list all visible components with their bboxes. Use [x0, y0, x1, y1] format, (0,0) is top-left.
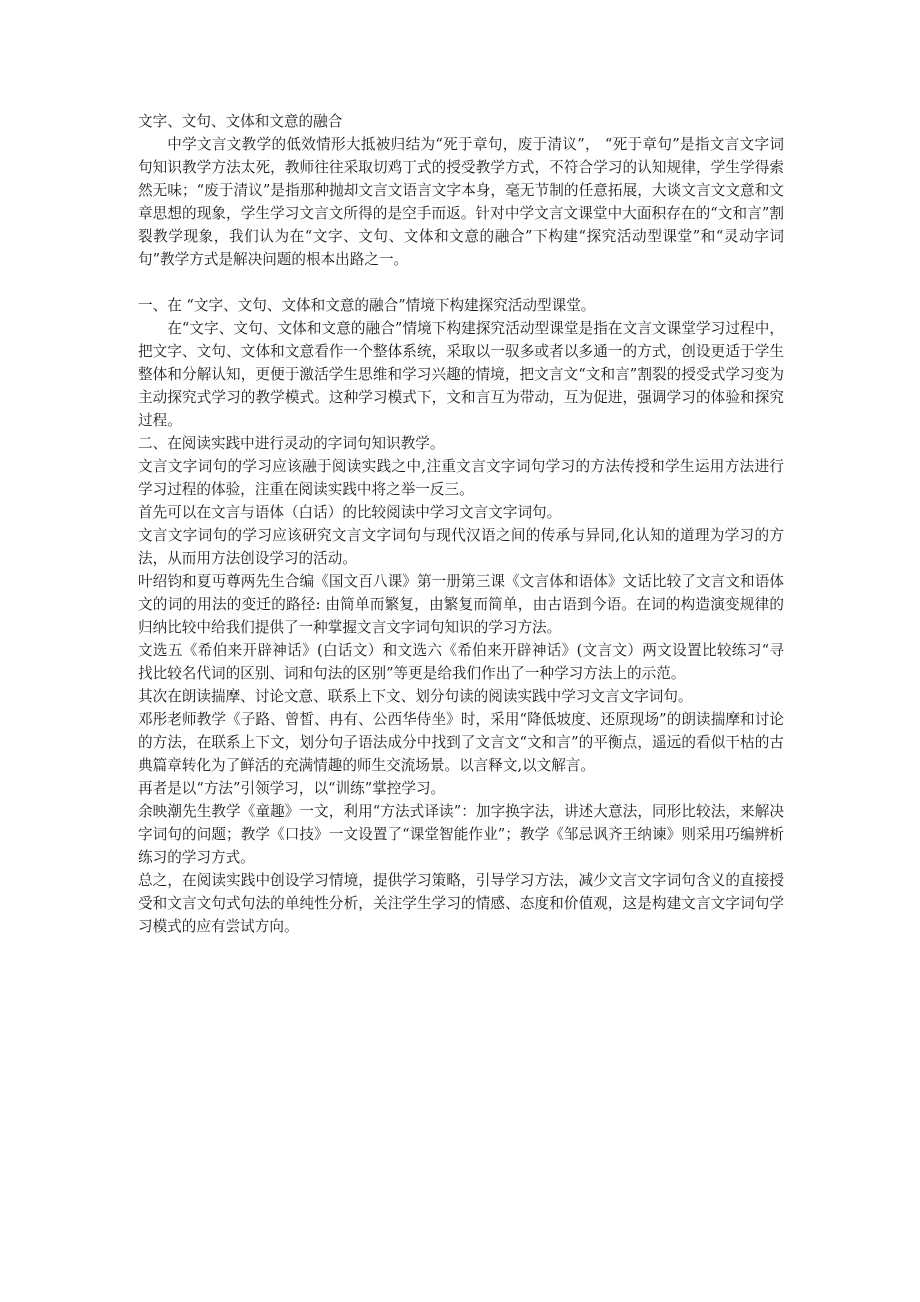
paragraph: 首先可以在文言与语体（白话）的比较阅读中学习文言文字词句。	[138, 504, 562, 521]
paragraph: 叶绍钧和夏丏尊两先生合编《国文百八课》第一册第三课《文言体和语体》文话比较了文言文和语体文的词的用法的变迁的路径: 由简单而繁复，由繁复而简单，由古语到今语。在词的构造演变规律的归纳比较中给我们提供了一种掌握文言文字词句知识的学习方法。	[138, 573, 784, 636]
paragraph: 文言文字词句的学习应该融于阅读实践之中,注重文言文字词句学习的方法传授和学生运用方法进行学习过程的体验，注重在阅读实践中将之举一反三。	[138, 458, 784, 498]
paragraph: 文言文字词句的学习应该研究文言文字词句与现代汉语之间的传承与异同,化认知的道理为学习的方法，从而用方法创设学习的活动。	[138, 527, 784, 567]
paragraph: 总之，在阅读实践中创设学习情境，提供学习策略，引导学习方法，减少文言文字词句含义的直接授受和文言文句式句法的单纯性分析，关注学生学习的情感、态度和价值观，这是构建文言文字词句学习模式的应有尝试方向。	[138, 872, 784, 935]
paragraph: 其次在朗读揣摩、讨论文意、联系上下文、划分句读的阅读实践中学习文言文字词句。	[138, 688, 693, 705]
paragraph: 再者是以“方法”引领学习，以“训练”掌控学习。	[138, 780, 446, 797]
section-heading-1: 一、在 “文字、文句、文体和文意的融合”情境下构建探究活动型课堂。	[138, 297, 596, 314]
paragraph: 余映潮先生教学《童趣》一文，利用“方法式译读”：加字换字法，讲述大意法，同形比较法，来解决字词句的问题；教学《口技》一文设置了“课堂智能作业”；教学《邹忌讽齐王纳谏》则采用巧编辨析练习的学习方式。	[138, 803, 784, 866]
document-title: 文字、文句、文体和文意的融合	[138, 113, 343, 130]
document-body	[138, 110, 784, 938]
section-heading-2: 二、在阅读实践中进行灵动的字词句知识教学。	[138, 435, 445, 452]
blank-line	[138, 271, 784, 294]
intro-paragraph: 中学文言文教学的低效情形大抵被归结为“死于章句，废于清议”， “死于章句”是指文言文字词句知识教学方法太死，教师往往采取切鸡丁式的授受教学方式，不符合学习的认知规律，学生学得索然无味；“废于清议”是指那种抛却文言文语言文字本身，毫无节制的任意拓展，大谈文言文文意和文章思想的现象，学生学习文言文所得的是空手而返。针对中学文言文课堂中大面积存在的“文和言”割裂教学现象，我们认为在“文字、文句、文体和文意的融合”下构建“探究活动型课堂”和“灵动字词句”教学方式是解决问题的根本出路之一。	[138, 136, 784, 268]
section-1-paragraph: 在“文字、文句、文体和文意的融合”情境下构建探究活动型课堂是指在文言文课堂学习过程中，把文字、文句、文体和文意看作一个整体系统，采取以一驭多或者以多通一的方式，创设更适于学生整体和分解认知，更便于激活学生思维和学习兴趣的情境，把文言文“文和言”割裂的授受式学习变为主动探究式学习的教学模式。这种学习模式下，文和言互为带动，互为促进，强调学习的体验和探究过程。	[138, 320, 784, 429]
paragraph: 文选五《希伯来开辟神话》(白话文）和文选六《希伯来开辟神话》(文言文）两文设置比较练习“寻找比较名代词的区别、词和句法的区别”等更是给我们作出了一种学习方法上的示范。	[138, 642, 784, 682]
paragraph: 邓彤老师教学《子路、曾皙、冉有、公西华侍坐》时，采用“降低坡度、还原现场”的朗读揣摩和讨论的方法，在联系上下文，划分句子语法成分中找到了文言文“文和言”的平衡点，遥远的看似干枯的古典篇章转化为了鲜活的充满情趣的师生交流场景。以言释文,以文解言。	[138, 711, 784, 774]
